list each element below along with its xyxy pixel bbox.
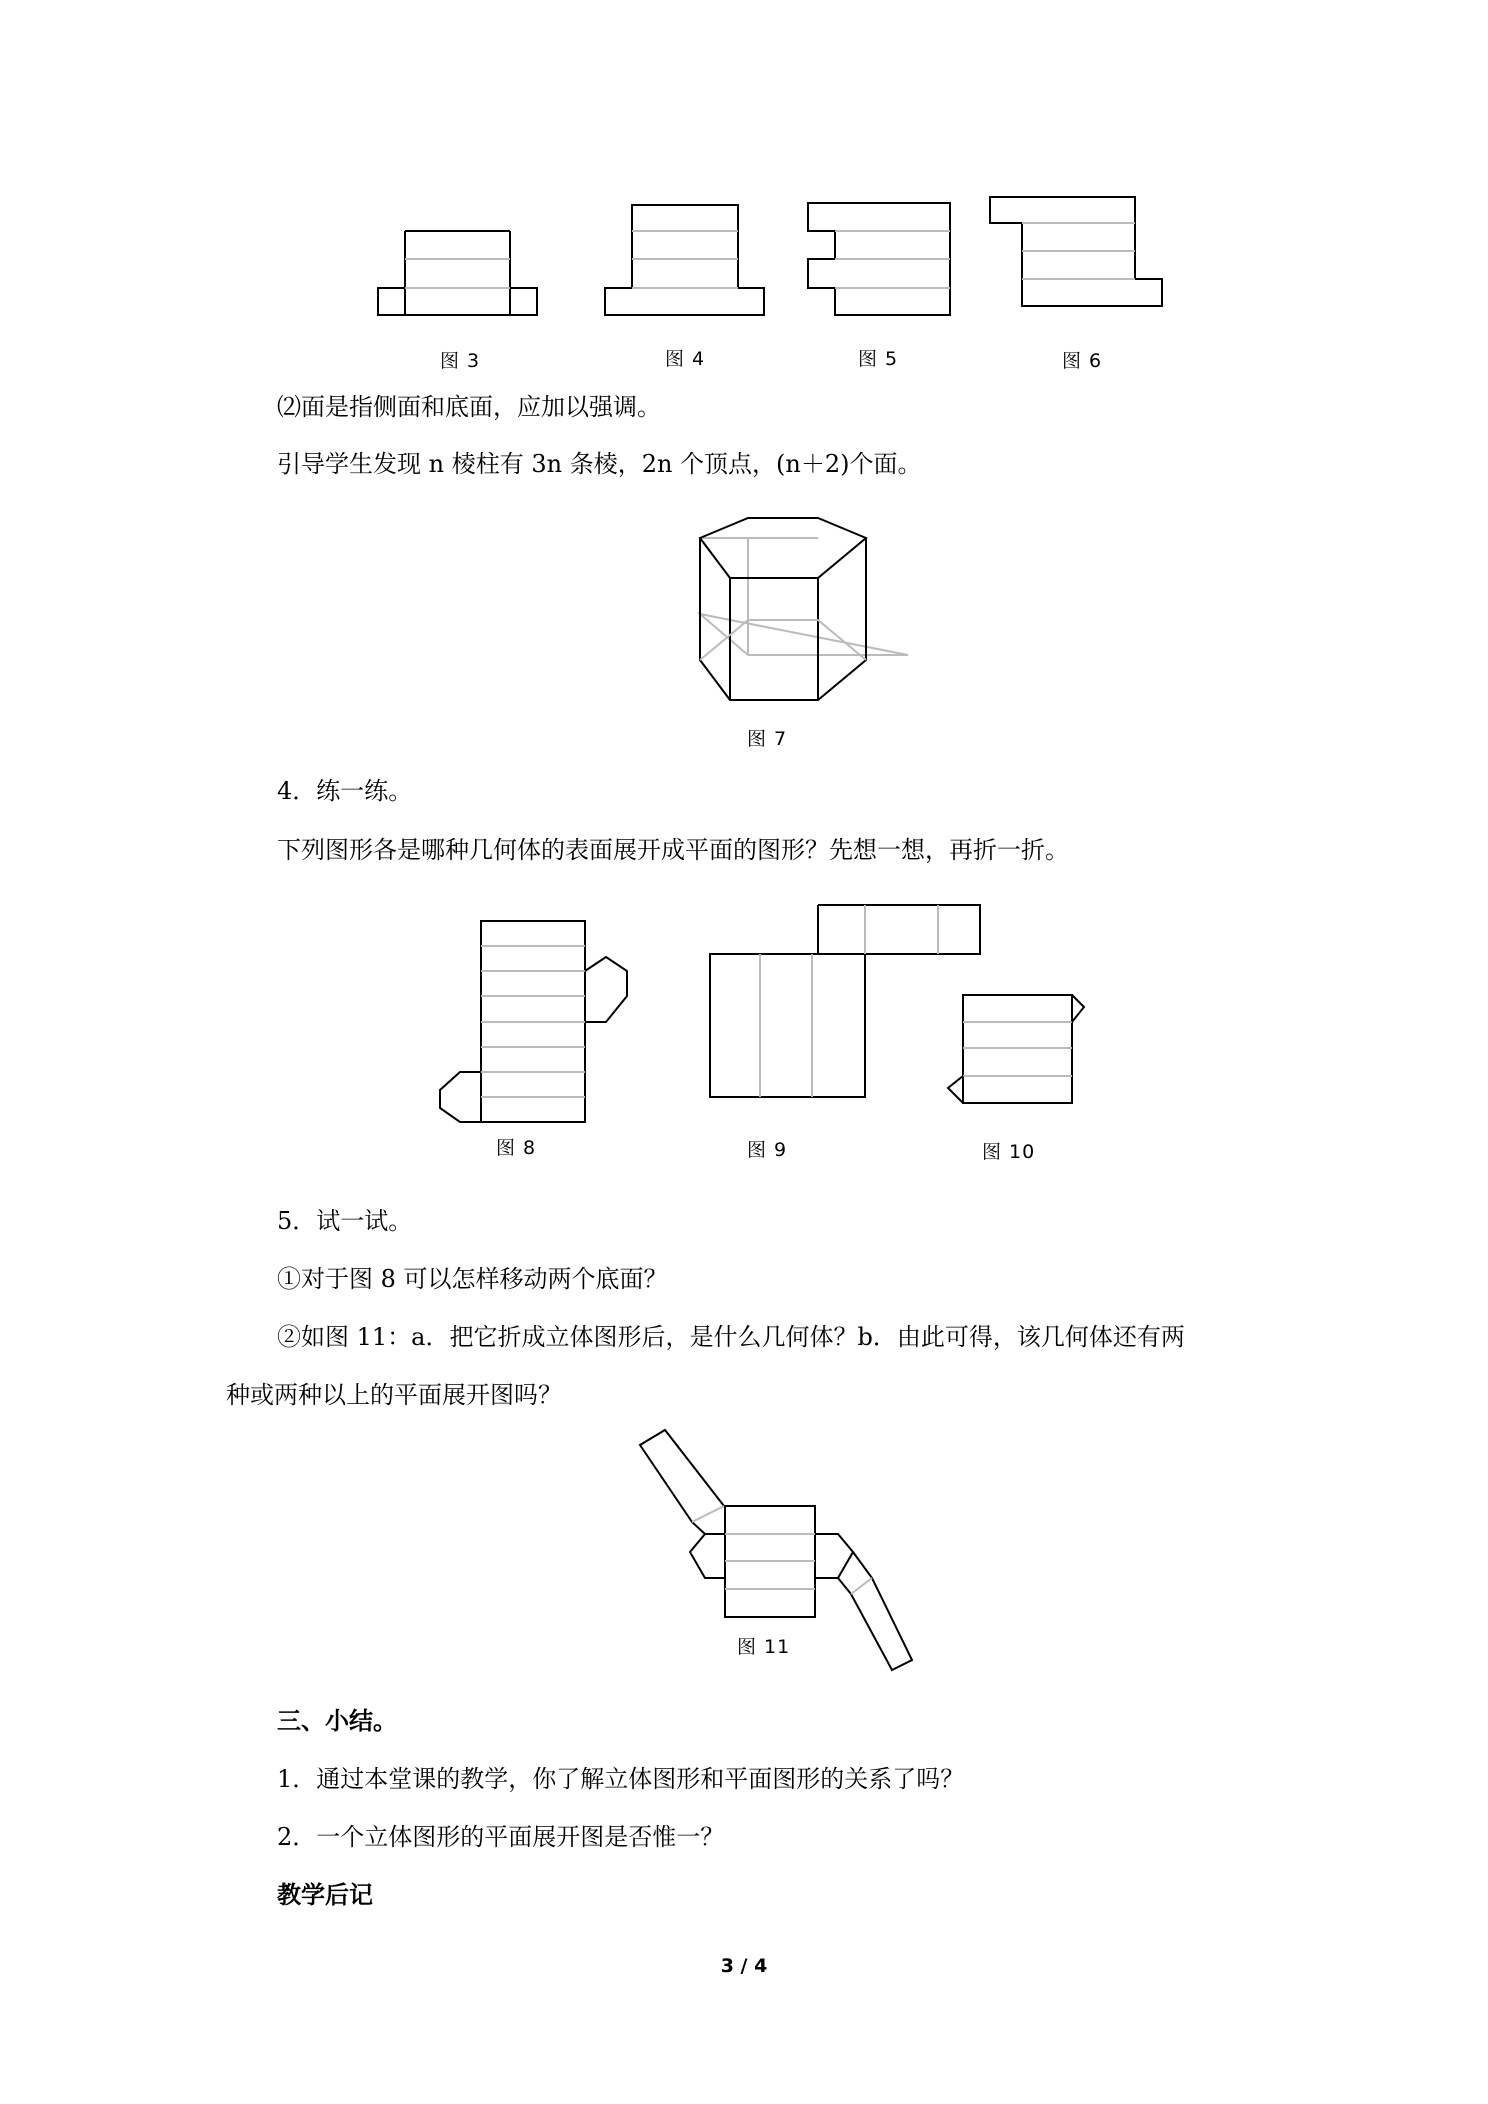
paragraph: ②如图 11：a．把它折成立体图形后，是什么几何体？b．由此可得，该几何体还有两 [277,1323,1185,1351]
paragraph: 4．练一练。 [277,777,413,805]
figure-6-caption: 图 6 [1062,350,1103,372]
figure-8-net [440,921,627,1122]
section-heading-summary: 三、小结。 [277,1707,397,1735]
figure-11-caption: 图 11 [737,1636,791,1658]
paragraph: 5．试一试。 [277,1207,413,1235]
paragraph: 2．一个立体图形的平面展开图是否惟一？ [277,1823,725,1851]
figure-3-caption: 图 3 [440,350,481,372]
paragraph: ⑵面是指侧面和底面，应加以强调。 [277,393,661,421]
paragraph: 1．通过本堂课的教学，你了解立体图形和平面图形的关系了吗？ [277,1765,965,1793]
figure-5-net [808,203,950,315]
paragraph: 引导学生发现 n 棱柱有 3n 条棱，2n 个顶点，(n＋2)个面。 [277,450,922,478]
figure-4-net [605,205,764,315]
figure-3-net [378,231,537,315]
section-heading-teaching-notes: 教学后记 [277,1881,373,1909]
figure-9-caption: 图 9 [747,1139,788,1161]
figure-7-caption: 图 7 [747,728,788,750]
figure-10-caption: 图 10 [982,1141,1036,1163]
figure-10-net [948,995,1084,1103]
paragraph: ①对于图 8 可以怎样移动两个底面？ [277,1265,668,1293]
figure-7-hexagonal-prism [700,518,908,700]
figure-4-caption: 图 4 [665,348,706,370]
figure-9-net [710,905,980,1097]
paragraph: 种或两种以上的平面展开图吗？ [226,1381,562,1409]
figure-8-caption: 图 8 [496,1137,537,1159]
paragraph: 下列图形各是哪种几何体的表面展开成平面的图形？先想一想，再折一折。 [277,836,1069,864]
page-number: 3 / 4 [720,1955,768,1977]
figure-5-caption: 图 5 [858,348,899,370]
figure-6-net [990,197,1162,306]
